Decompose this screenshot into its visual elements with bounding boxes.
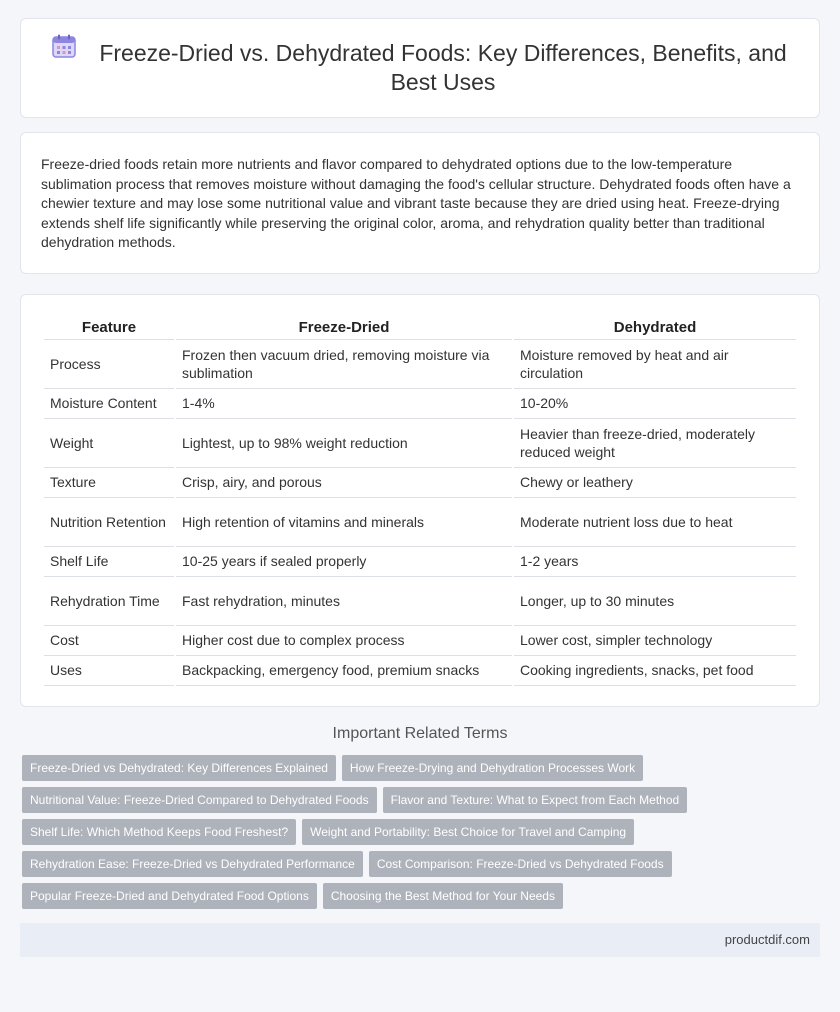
table-row — [44, 340, 796, 389]
table-row — [44, 498, 796, 547]
freeze-dried-cell: Fast rehydration, minutes — [176, 577, 512, 626]
intro-text: Freeze-dried foods retain more nutrients and flavor compared to dehydrated options due to the low-temperature sublimation process that removes moisture without damaging the food's cellular structure. Dehydrated foods often have a chewier texture and may lose some nutritional value and vibrant taste because they are dried using heat. Freeze-drying extends shelf life significantly while preserving the original color, aroma, and rehydration quality better than traditional dehydration methods. — [41, 156, 791, 250]
footer — [20, 923, 820, 957]
header-card — [20, 18, 820, 118]
freeze-dried-cell: Backpacking, emergency food, premium snacks — [176, 656, 512, 686]
related-term-link[interactable]: Freeze-Dried vs Dehydrated: Key Differences Explained — [22, 755, 336, 781]
dehydrated-cell: Moisture removed by heat and air circulation — [514, 340, 796, 389]
feature-cell: Weight — [44, 419, 174, 468]
calendar-icon — [51, 33, 77, 59]
header-freeze-dried: Freeze-Dried — [176, 315, 512, 340]
dehydrated-cell: Moderate nutrient loss due to heat — [514, 498, 796, 547]
table-row — [44, 389, 796, 419]
feature-cell: Shelf Life — [44, 547, 174, 577]
header-inner — [51, 39, 789, 97]
footer-site-name: productdif.com — [724, 932, 810, 947]
related-term-link[interactable]: Flavor and Texture: What to Expect from Each Method — [383, 787, 688, 813]
table-row — [44, 468, 796, 498]
related-term-link[interactable]: Nutritional Value: Freeze-Dried Compared to Dehydrated Foods — [22, 787, 377, 813]
related-term-link[interactable]: Shelf Life: Which Method Keeps Food Freshest? — [22, 819, 296, 845]
related-terms-section — [0, 725, 840, 743]
page-title: Freeze-Dried vs. Dehydrated Foods: Key Differences, Benefits, and Best Uses — [99, 40, 787, 95]
header-dehydrated: Dehydrated — [514, 315, 796, 340]
related-term-link[interactable]: Rehydration Ease: Freeze-Dried vs Dehydrated Performance — [22, 851, 363, 877]
header-feature: Feature — [44, 315, 174, 340]
freeze-dried-cell: Lightest, up to 98% weight reduction — [176, 419, 512, 468]
table-header-row — [44, 315, 796, 340]
freeze-dried-cell: 10-25 years if sealed properly — [176, 547, 512, 577]
freeze-dried-cell: Higher cost due to complex process — [176, 626, 512, 656]
dehydrated-cell: 10-20% — [514, 389, 796, 419]
table-row — [44, 577, 796, 626]
freeze-dried-cell: 1-4% — [176, 389, 512, 419]
related-term-link[interactable]: Popular Freeze-Dried and Dehydrated Food Options — [22, 883, 317, 909]
feature-cell: Nutrition Retention — [44, 498, 174, 547]
comparison-table — [42, 315, 798, 686]
dehydrated-cell: Longer, up to 30 minutes — [514, 577, 796, 626]
dehydrated-cell: Cooking ingredients, snacks, pet food — [514, 656, 796, 686]
feature-cell: Cost — [44, 626, 174, 656]
related-term-link[interactable]: Weight and Portability: Best Choice for Travel and Camping — [302, 819, 634, 845]
table-row — [44, 656, 796, 686]
dehydrated-cell: 1-2 years — [514, 547, 796, 577]
related-term-link[interactable]: How Freeze-Drying and Dehydration Processes Work — [342, 755, 643, 781]
feature-cell: Rehydration Time — [44, 577, 174, 626]
related-term-link[interactable]: Cost Comparison: Freeze-Dried vs Dehydrated Foods — [369, 851, 672, 877]
table-row — [44, 626, 796, 656]
freeze-dried-cell: Crisp, airy, and porous — [176, 468, 512, 498]
table-row — [44, 419, 796, 468]
comparison-table-card — [20, 294, 820, 707]
feature-cell: Process — [44, 340, 174, 389]
table-row — [44, 547, 796, 577]
feature-cell: Moisture Content — [44, 389, 174, 419]
related-term-link[interactable]: Choosing the Best Method for Your Needs — [323, 883, 563, 909]
feature-cell: Texture — [44, 468, 174, 498]
dehydrated-cell: Heavier than freeze-dried, moderately reduced weight — [514, 419, 796, 468]
related-terms-tags — [22, 755, 822, 909]
intro-card — [20, 132, 820, 274]
freeze-dried-cell: High retention of vitamins and minerals — [176, 498, 512, 547]
feature-cell: Uses — [44, 656, 174, 686]
freeze-dried-cell: Frozen then vacuum dried, removing moisture via sublimation — [176, 340, 512, 389]
related-terms-title: Important Related Terms — [332, 724, 508, 742]
dehydrated-cell: Lower cost, simpler technology — [514, 626, 796, 656]
dehydrated-cell: Chewy or leathery — [514, 468, 796, 498]
